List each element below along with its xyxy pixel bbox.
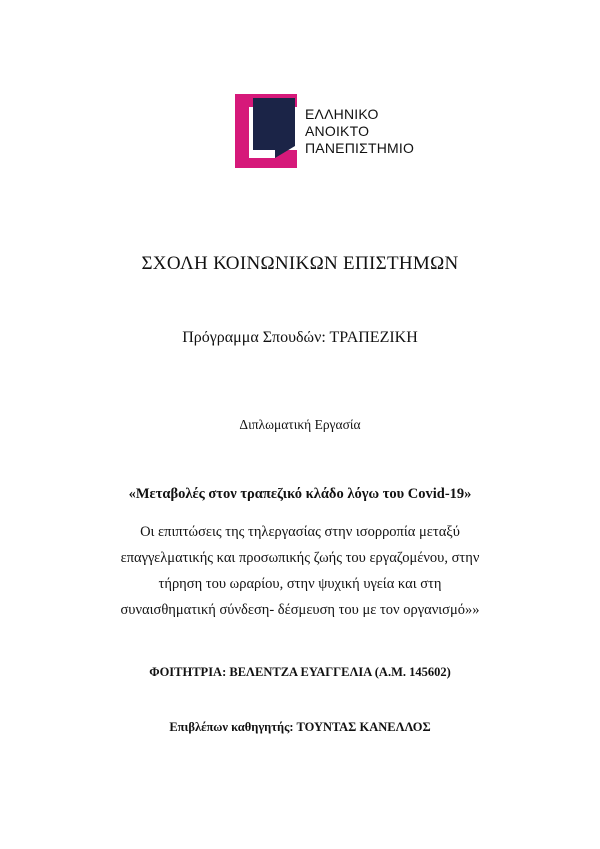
study-program: Πρόγραμμα Σπουδών: ΤΡΑΠΕΖΙΚΗ xyxy=(182,329,418,346)
supervisor-name: Επιβλέπων καθηγητής: ΤΟΥΝΤΑΣ ΚΑΝΕΛΛΟΣ xyxy=(169,720,431,734)
logo-text-line-1: ΕΛΛΗΝΙΚΟ xyxy=(305,106,379,122)
subtitle-line-1: Οι επιπτώσεις της τηλεργασίας στην ισορροπία μεταξύ xyxy=(140,524,460,540)
university-logo xyxy=(233,92,423,170)
thesis-subtitle xyxy=(0,519,600,623)
thesis-title: «Μεταβολές στον τραπεζικό κλάδο λόγω του Covid-19» xyxy=(128,486,472,502)
document-type: Διπλωματική Εργασία xyxy=(239,417,361,432)
subtitle-line-3: τήρηση του ωραρίου, στην ψυχική υγεία και στη xyxy=(158,576,442,592)
student-name: ΦΟΙΤΗΤΡΙΑ: ΒΕΛΕΝΤΖΑ ΕΥΑΓΓΕΛΙΑ (Α.Μ. 145602) xyxy=(149,665,451,679)
logo-text-line-3: ΠΑΝΕΠΙΣΤΗΜΙΟ xyxy=(305,140,415,156)
subtitle-line-2: επαγγελματικής και προσωπικής ζωής του εργαζομένου, στην xyxy=(120,550,480,566)
logo-wordmark xyxy=(305,106,414,157)
university-logo-icon xyxy=(233,92,303,170)
logo-text-line-2: ΑΝΟΙΚΤΟ xyxy=(305,123,370,139)
subtitle-line-4: συναισθηματική σύνδεση- δέσμευση του με τον οργανισμό»» xyxy=(120,602,480,618)
school-name: ΣΧΟΛΗ ΚΟΙΝΩΝΙΚΩΝ ΕΠΙΣΤΗΜΩΝ xyxy=(141,253,459,274)
